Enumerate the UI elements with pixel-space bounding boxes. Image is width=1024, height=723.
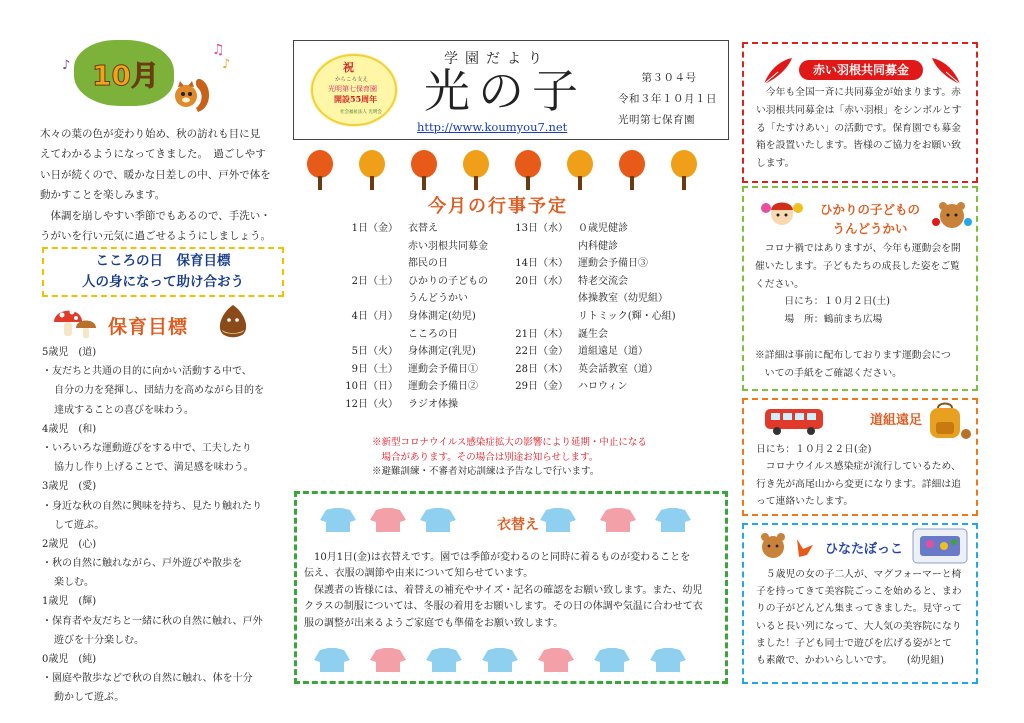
excursion-line: って連絡いたします。 xyxy=(756,496,854,508)
red-feather-text xyxy=(756,84,976,173)
goal-age: 3歳児 (愛) xyxy=(42,481,97,493)
excursion-date: 日にち：１０月２２日(金) xyxy=(756,444,872,455)
event-row xyxy=(510,343,700,361)
covid-note: ※新型コロナウイルス感染症拡大の影響により延期・中止になる xyxy=(372,437,647,448)
goal-line: ・いろいろな運動遊びをする中で、工夫したり xyxy=(42,442,252,454)
sports-line xyxy=(755,329,973,347)
clothing-line: 伝え、衣服の調節や由来について知らせています。 xyxy=(304,568,534,580)
sweater-icon xyxy=(655,508,691,532)
red-feather-title: 赤い羽根共同募金 xyxy=(799,60,923,80)
event-item: 衣替え xyxy=(408,223,438,234)
sports-note: ※詳細は事前に配布しております運動会につ xyxy=(755,349,951,361)
svg-text:♫: ♫ xyxy=(212,42,225,58)
goal-line: ・身近な秋の自然に興味を持ち、見たり触れたり xyxy=(42,500,262,512)
event-item: ラジオ体操 xyxy=(408,398,458,410)
goal-line: 協力し作り上げることで、満足感を味わう。 xyxy=(54,462,254,474)
sports-title-line2: うんどうかい xyxy=(832,221,908,236)
event-item: 身体測定(乳児) xyxy=(408,346,476,358)
squirrel-icon xyxy=(168,72,212,116)
sports-line: 催いたします。子どもたちの成長した姿をご覧 xyxy=(755,260,960,272)
clothing-line: 服の調整が出来るようご家庭でも準備をお願い致します。 xyxy=(304,617,564,629)
event-row xyxy=(340,220,520,238)
event-item: 都民の日 xyxy=(408,258,448,270)
sweater-icon xyxy=(600,508,636,532)
event-row xyxy=(340,378,520,396)
event-date: 4日（月） xyxy=(351,310,398,322)
intro-line: い日が続くので、暖かな日差しの中、戸外で体を xyxy=(40,168,271,181)
goal-line: ・保育者や友だちと一緒に秋の自然に触れ、戸外 xyxy=(42,615,263,627)
event-item: 誕生会 xyxy=(578,328,608,340)
goal-line: 自分の力を発揮し、団結力を高めながら目的を xyxy=(54,385,264,397)
intro-line: えてわかるようになってきました。 過ごしやす xyxy=(40,148,266,161)
events-list-left xyxy=(340,220,520,414)
anniversary-seal-logo xyxy=(310,53,398,127)
event-row xyxy=(510,378,700,396)
sweater-icon xyxy=(426,648,462,672)
event-row xyxy=(340,326,520,344)
goal-line: 動かして遊ぶ。 xyxy=(54,692,125,704)
sweater-icon xyxy=(482,648,518,672)
event-item: ハロウィン xyxy=(578,381,628,393)
issue-date: 令和３年１０月１日 xyxy=(618,93,717,105)
sweater-icon xyxy=(538,648,574,672)
feather-line: します。 xyxy=(756,158,795,170)
autumn-tree-icon xyxy=(307,150,333,190)
goal-age: 0歳児 (純) xyxy=(42,654,97,665)
sweater-icon xyxy=(370,508,406,532)
event-row xyxy=(510,308,700,326)
website-link[interactable]: http://www.koumyou7.net xyxy=(417,120,568,134)
sweater-icon xyxy=(594,648,630,672)
sports-day-title xyxy=(808,200,932,238)
svg-text:光明第七保育園: 光明第七保育園 xyxy=(328,85,377,93)
event-item: 運動会予備日① xyxy=(408,363,478,375)
svg-text:からころ支え: からころ支え xyxy=(335,77,369,83)
clothing-line: クラスの制服については、冬服の着用をお願いします。その日の体調や気温に合わせて衣 xyxy=(304,601,703,613)
event-date: 13日（水） xyxy=(515,223,568,234)
autumn-tree-icon xyxy=(463,150,489,190)
event-item: 英会話教室（道） xyxy=(578,363,658,375)
event-date: 5日（火） xyxy=(351,346,398,358)
bear-and-leaf-icon xyxy=(753,527,819,563)
event-item: 体操教室（幼児組） xyxy=(578,293,668,305)
event-item: 道組遠足（道） xyxy=(578,346,648,358)
intro-line: 木々の葉の色が変わり始め、秋の訪れも目に見 xyxy=(40,128,261,140)
goal-age: 1歳児 (輝) xyxy=(42,596,97,608)
event-row xyxy=(510,220,700,238)
kids-photo-icon xyxy=(912,528,968,564)
drill-note: ※避難訓練・不審者対応訓練は予告なしで行います。 xyxy=(372,466,600,477)
autumn-trees-decoration xyxy=(300,150,720,194)
goal-age: 4歳児 (和) xyxy=(42,423,97,435)
sunny-corner-text xyxy=(756,566,976,669)
event-date: 22日（金） xyxy=(515,346,568,358)
school-name: 光明第七保育園 xyxy=(618,114,695,126)
event-date: 9日（土） xyxy=(351,363,398,375)
sunny-line: りの子がどんどん集まってきました。見守って xyxy=(756,603,962,615)
svg-text:開設55周年: 開設55周年 xyxy=(334,94,378,104)
autumn-tree-icon xyxy=(515,150,541,190)
event-row xyxy=(340,361,520,379)
sweater-icon xyxy=(370,648,406,672)
sweater-icon xyxy=(650,648,686,672)
sweater-icon xyxy=(540,508,576,532)
sports-title-line1: ひかりの子どもの xyxy=(819,202,920,217)
excursion-title: 道組遠足 xyxy=(870,413,923,428)
feather-line: 箱を設置いたします。皆様のご協力をお願い致 xyxy=(756,140,961,152)
event-item: 赤い羽根共同募金 xyxy=(408,240,488,252)
goal-line: ・園庭や散歩などで秋の自然に触れ、体を十分 xyxy=(42,673,253,685)
event-date: 1日（金） xyxy=(351,223,398,234)
event-date: 29日（金） xyxy=(515,381,568,393)
svg-text:祝: 祝 xyxy=(343,61,354,74)
event-date xyxy=(340,238,408,256)
clothing-text xyxy=(304,550,719,632)
goals-title: 保育目標 xyxy=(108,316,189,338)
chestnut-icon xyxy=(214,302,252,338)
sunny-line: 子を持ってきて美容院ごっこを始めると、まわ xyxy=(756,586,962,598)
event-date: 20日（水） xyxy=(515,275,568,287)
red-feather-icon xyxy=(928,54,964,88)
goal-line: ・友だちと共通の目的に向かい活動する中で、 xyxy=(42,366,252,378)
newsletter-subtitle: 学園だより xyxy=(444,51,549,67)
sports-day-text xyxy=(755,240,973,382)
intro-line: うがいを行い元気に過ごせるようにしましょう。 xyxy=(40,230,271,243)
event-date: 28日（木） xyxy=(515,363,568,375)
feather-line: 今年も全国一斉に共同募金が始まります。赤 xyxy=(756,87,961,98)
event-date xyxy=(510,290,578,308)
event-row xyxy=(340,290,520,308)
sports-line: ください。 xyxy=(755,278,804,290)
event-item: ひかりの子どもの xyxy=(408,275,488,287)
svg-text:♪: ♪ xyxy=(222,57,231,70)
event-row xyxy=(510,238,700,256)
feather-line: る「たすけあい」の活動です。保育園でも募金 xyxy=(756,122,961,134)
cheering-bear-icon xyxy=(932,196,972,236)
backpack-icon xyxy=(922,400,972,442)
excursion-line: 行き先が高尾山から変更になります。詳細は追 xyxy=(756,478,961,490)
sports-note: いての手紙をご確認ください。 xyxy=(755,367,902,379)
event-item: 特老交流会 xyxy=(578,275,628,287)
event-date: 14日（木） xyxy=(515,258,568,270)
goal-line: して遊ぶ。 xyxy=(54,519,105,531)
sunny-corner-title: ひなたぼっこ xyxy=(825,542,904,557)
mushroom-icon xyxy=(52,304,100,340)
event-row xyxy=(340,238,520,256)
event-date: 21日（木） xyxy=(515,328,568,340)
clothing-line: 10月1日(金)は衣替えです。園では季節が変わるのと同時に着るものが変わることを xyxy=(304,552,691,563)
sports-place: 場 所：鶴前まち広場 xyxy=(755,314,883,326)
heart-day-goal-box xyxy=(42,247,284,297)
sweater-icon xyxy=(420,508,456,532)
event-date xyxy=(340,255,408,273)
event-row xyxy=(510,361,700,379)
excursion-line: コロナウイルス感染症が流行しているため、 xyxy=(756,461,961,473)
sweater-icon xyxy=(314,648,350,672)
event-item: リトミック(輝・心組) xyxy=(578,310,676,322)
clothing-title: 衣替え xyxy=(497,517,539,533)
event-row xyxy=(510,326,700,344)
event-date xyxy=(510,238,578,256)
event-item: うんどうかい xyxy=(408,293,468,305)
sweater-icon xyxy=(320,508,356,532)
events-title: 今月の行事予定 xyxy=(428,196,568,217)
event-item: 運動会予備日③ xyxy=(578,258,648,270)
event-row xyxy=(510,290,700,308)
clothing-line: 保護者の皆様には、着替えの補充やサイズ・記名の確認をお願い致します。また、幼児 xyxy=(304,584,703,596)
sunny-line: ５歳児の女の子二人が、マグフォーマーと椅 xyxy=(756,569,962,580)
month-badge xyxy=(74,40,174,106)
goal-line: 楽しむ。 xyxy=(54,577,94,589)
event-item: 身体測定(幼児) xyxy=(408,310,476,322)
music-note-icon xyxy=(62,56,76,72)
heart-goal-line1: こころの日 保育目標 xyxy=(95,253,231,269)
event-row xyxy=(340,308,520,326)
feather-line: い羽根共同募金は「赤い羽根」をシンボルとす xyxy=(756,104,962,116)
red-feather-icon xyxy=(760,54,796,88)
issue-number: 第３０４号 xyxy=(641,72,697,84)
intro-line: 体調を崩しやすい季節でもあるので、手洗い・ xyxy=(40,209,271,222)
event-notes xyxy=(372,436,702,480)
event-date: 2日（土） xyxy=(351,275,398,287)
events-list-right xyxy=(510,220,700,396)
covid-note-cont: 場合があります。その場合は別途お知らせします。 xyxy=(372,451,599,463)
event-item: こころの日 xyxy=(408,328,458,340)
heart-goal-line2: 人の身になって助け合おう xyxy=(82,274,244,290)
svg-text:♪: ♪ xyxy=(62,58,71,72)
intro-text xyxy=(40,124,272,247)
autumn-tree-icon xyxy=(619,150,645,190)
autumn-tree-icon xyxy=(359,150,385,190)
autumn-tree-icon xyxy=(567,150,593,190)
excursion-text xyxy=(756,441,976,511)
event-row xyxy=(340,396,520,414)
sports-line: コロナ禍ではありますが、今年も運動会を開 xyxy=(755,243,961,254)
music-notes-icon xyxy=(210,40,238,70)
event-item: 内科健診 xyxy=(578,240,618,252)
intro-line: 動かすことを楽しみます。 xyxy=(40,189,166,202)
event-item: 運動会予備日② xyxy=(408,381,478,393)
goal-line: 遊びを十分楽しむ。 xyxy=(54,634,144,646)
newsletter-title: 光の子 xyxy=(424,64,586,118)
cheering-kid-icon xyxy=(760,196,804,236)
event-row xyxy=(340,273,520,291)
sunny-line: ました！子ども同士で遊びを広げる姿がとて xyxy=(756,637,952,649)
autumn-tree-icon xyxy=(671,150,697,190)
sweater-row-bottom xyxy=(314,646,718,674)
issue-info xyxy=(618,68,720,131)
event-date: 10日（日） xyxy=(345,381,398,393)
event-row xyxy=(340,255,520,273)
sunny-line: いると長い列になって、大人気の美容院になり xyxy=(756,620,962,632)
svg-text:社会福祉法人 光明会: 社会福祉法人 光明会 xyxy=(340,110,382,115)
event-date xyxy=(510,308,578,326)
goal-age: 2歳児 (心) xyxy=(42,538,97,550)
event-date: 12日（火） xyxy=(345,398,398,410)
bus-icon xyxy=(763,401,827,437)
event-item: ０歳児健診 xyxy=(578,223,628,234)
event-date xyxy=(340,326,408,344)
goal-line: 達成することの喜びを味わう。 xyxy=(54,404,194,416)
goal-line: ・秋の自然に触れながら、戸外遊びや散歩を xyxy=(42,558,242,570)
event-row xyxy=(510,273,700,291)
month-label: 10月 xyxy=(92,59,159,92)
goals-list xyxy=(42,343,282,708)
goal-age: 5歳児 (道) xyxy=(42,347,97,358)
autumn-tree-icon xyxy=(411,150,437,190)
event-row xyxy=(510,255,700,273)
event-date xyxy=(340,290,408,308)
sports-date: 日にち：１０月２日(土) xyxy=(755,296,891,308)
event-row xyxy=(340,343,520,361)
sunny-line: も素敵で、かわいらしいです。 (幼児組) xyxy=(756,655,944,667)
